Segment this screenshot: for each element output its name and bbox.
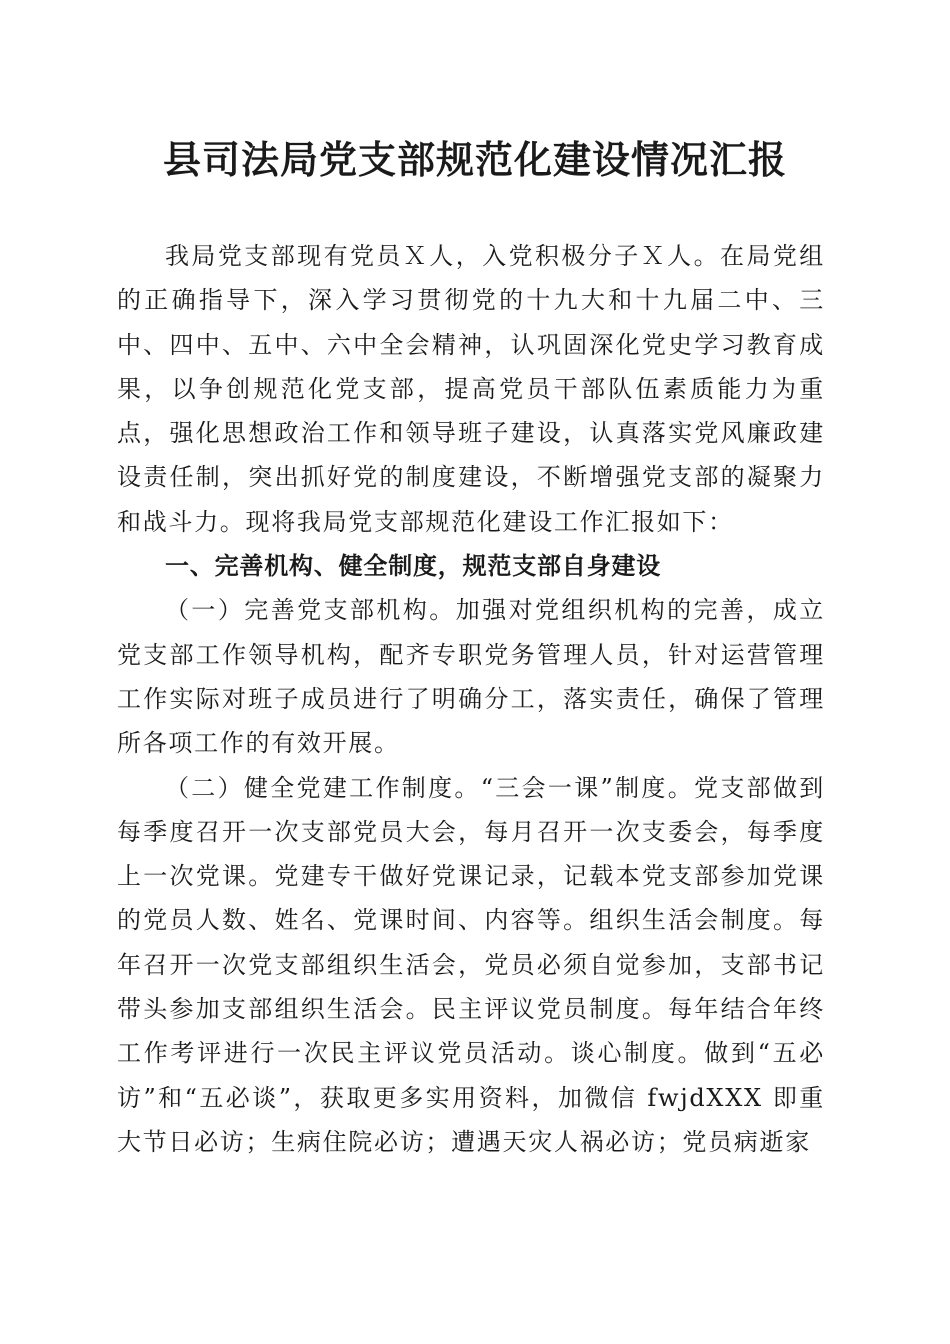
document-body <box>117 234 825 1164</box>
subsection-paragraph-2: （二）健全党建工作制度。“三会一课”制度。党支部做到每季度召开一次支部党员大会，每月召开一次支委会，每季度上一次党课。党建专干做好党课记录，记载本党支部参加党课的党员人数、姓名、党课时间、内容等。组织生活会制度。每年召开一次党支部组织生活会，党员必须自觉参加，支部书记带头参加支部组织生活会。民主评议党员制度。每年结合年终工作考评进行一次民主评议党员活动。谈心制度。做到“五必访”和“五必谈”，获取更多实用资料，加微信 fwjdXXX 即重大节日必访；生病住院必访；遭遇天灾人祸必访；党员病逝家 <box>117 773 825 1156</box>
document-title: 县司法局党支部规范化建设情况汇报 <box>162 137 787 182</box>
subsection-paragraph-1: （一）完善党支部机构。加强对党组织机构的完善，成立党支部工作领导机构，配齐专职党务管理人员，针对运营管理工作实际对班子成员进行了明确分工，落实责任，确保了管理所各项工作的有效开展。 <box>117 596 825 758</box>
section-heading-1: 一、完善机构、健全制度，规范支部自身建设 <box>165 552 661 581</box>
intro-paragraph: 我局党支部现有党员Ｘ人，入党积极分子Ｘ人。在局党组的正确指导下，深入学习贯彻党的十九大和十九届二中、三中、四中、五中、六中全会精神，认巩固深化党史学习教育成果，以争创规范化党支部，提高党员干部队伍素质能力为重点，强化思想政治工作和领导班子建设，认真落实党风廉政建设责任制，突出抓好党的制度建设，不断增强党支部的凝聚力和战斗力。现将我局党支部规范化建设工作汇报如下： <box>117 242 825 536</box>
